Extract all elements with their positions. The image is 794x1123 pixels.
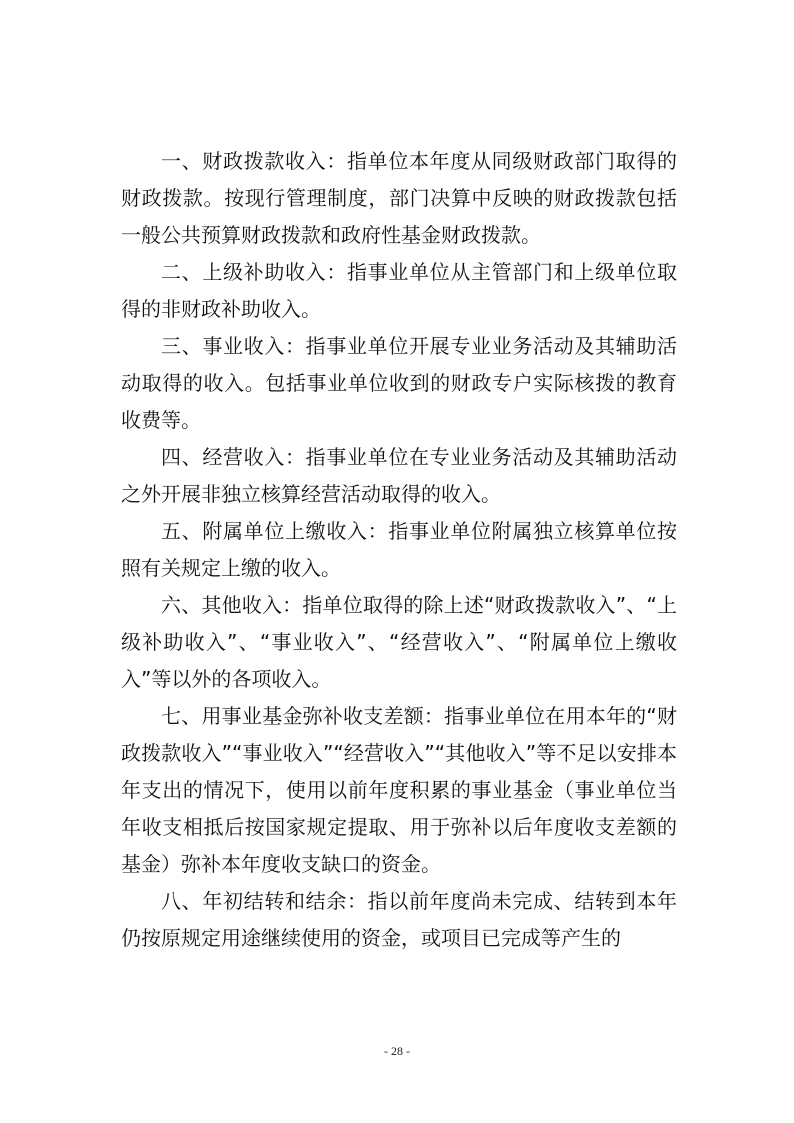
paragraph-fiscal-appropriation-income: 一、财政拨款收入：指单位本年度从同级财政部门取得的财政拨款。按现行管理制度，部门决算中反映的财政拨款包括一般公共预算财政拨款和政府性基金财政拨款。 bbox=[121, 149, 677, 247]
paragraph-business-income: 三、事业收入：指事业单位开展专业业务活动及其辅助活动取得的收入。包括事业单位收到的财政专户实际核拨的教育收费等。 bbox=[121, 334, 677, 432]
paragraph-carryover-and-surplus: 八、年初结转和结余：指以前年度尚未完成、结转到本年仍按原规定用途继续使用的资金，或项目已完成等产生的 bbox=[121, 889, 677, 950]
body-text bbox=[121, 143, 677, 957]
paragraph-other-income: 六、其他收入：指单位取得的除上述“财政拨款收入”、“上级补助收入”、“事业收入”、“经营收入”、“附属单位上缴收入”等以外的各项收入。 bbox=[121, 593, 677, 691]
paragraph-business-fund-offset: 七、用事业基金弥补收支差额：指事业单位在用本年的“财政拨款收入”“事业收入”“经营收入”“其他收入”等不足以安排本年支出的情况下，使用以前年度积累的事业基金（事业单位当年收支相抵后按国家规定提取、用于弥补以后年度收支差额的基金）弥补本年度收支缺口的资金。 bbox=[121, 704, 677, 876]
paragraph-affiliated-unit-income: 五、附属单位上缴收入：指事业单位附属独立核算单位按照有关规定上缴的收入。 bbox=[121, 519, 677, 580]
paragraph-superior-subsidy-income: 二、上级补助收入：指事业单位从主管部门和上级单位取得的非财政补助收入。 bbox=[121, 260, 677, 321]
page-number: - 28 - bbox=[384, 1044, 410, 1058]
paragraph-operating-income: 四、经营收入：指事业单位在专业业务活动及其辅助活动之外开展非独立核算经营活动取得的收入。 bbox=[121, 445, 677, 506]
